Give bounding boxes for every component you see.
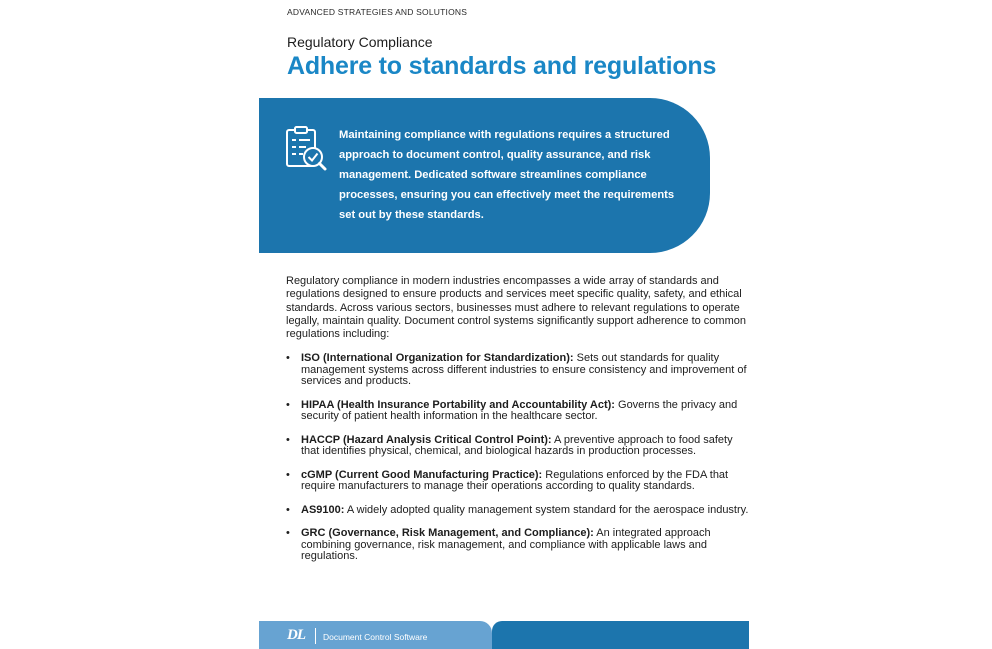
callout-text: Maintaining compliance with regulations requires a structured approach to document control, quality assurance, and risk management. Dedicated software streamlines compliance processes, ensuring you can effectively meet the requirements set out by these standards.: [339, 129, 675, 221]
list-item: [286, 400, 751, 423]
document-page: [259, 0, 749, 649]
bullet-icon: •: [286, 398, 290, 411]
footer-band-right: [492, 621, 749, 649]
item-term: HACCP (Hazard Analysis Critical Control Point):: [301, 433, 552, 446]
kicker: ADVANCED STRATEGIES AND SOLUTIONS: [287, 7, 468, 17]
item-description: A widely adopted quality management system standard for the aerospace industry.: [344, 503, 749, 516]
list-item: [286, 528, 751, 563]
bullet-icon: •: [286, 468, 290, 481]
footer-product-name: Document Control Software: [323, 632, 428, 642]
bullet-icon: •: [286, 352, 290, 364]
item-term: ISO (International Organization for Standardization):: [301, 352, 574, 364]
item-description: Governs the privacy and security of patient health information in the healthcare sector.: [301, 398, 738, 422]
bullet-icon: •: [286, 433, 290, 446]
list-item: [286, 505, 751, 517]
checklist-icon: [284, 125, 329, 177]
section-subtitle: Regulatory Compliance: [287, 34, 433, 50]
list-item: [286, 353, 751, 388]
item-term: cGMP (Current Good Manufacturing Practice):: [301, 468, 543, 481]
item-term: AS9100:: [301, 503, 345, 516]
item-term: GRC (Governance, Risk Management, and Compliance):: [301, 527, 594, 539]
bullet-icon: •: [286, 527, 290, 539]
bullet-icon: •: [286, 503, 290, 516]
brand-logo: DL: [287, 627, 305, 643]
list-item: [286, 470, 751, 493]
intro-paragraph: Regulatory compliance in modern industries encompasses a wide array of standards and regulations designed to ensure products and services meet specific quality, safety, and ethical standards. Across various sectors, businesses must adhere to relevant regulations to operate legally, maintain quality. Document control systems significantly support adherence to common regulations including:: [286, 275, 746, 341]
item-description: A preventive approach to food safety that identifies physical, chemical, and biological hazards in production processes.: [301, 433, 733, 457]
item-description: Sets out standards for quality management systems across different industries to ensure consistency and improvement of services and products.: [301, 352, 747, 387]
item-description: Regulations enforced by the FDA that require manufacturers to manage their operations according to quality standards.: [301, 468, 729, 492]
item-description: An integrated approach combining governance, risk management, and compliance with applicable laws and regulations.: [301, 527, 711, 562]
callout-box: [259, 98, 710, 253]
footer-divider: [315, 628, 316, 644]
page-title: Adhere to standards and regulations: [287, 52, 717, 80]
list-item: [286, 435, 751, 458]
regulations-list: [286, 353, 751, 575]
item-term: HIPAA (Health Insurance Portability and Accountability Act):: [301, 398, 615, 411]
